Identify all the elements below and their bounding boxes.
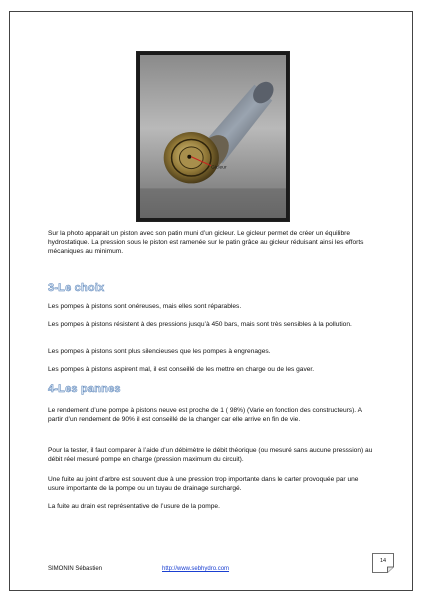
footer-website-link[interactable]: http://www.sebhydro.com [162, 566, 230, 572]
pannes-paragraph-2: Pour la tester, il faut comparer à l’aide d’un débimètre le débit théorique (ou mesuré sans aucune presssion) au débit réel mesuré pompe en charge (pression maximum du circuit). [48, 447, 373, 464]
page-number-badge [372, 553, 394, 573]
piston-photo [140, 55, 286, 218]
pannes-paragraph-1: Le rendement d’une pompe à pistons neuve est proche de 1 ( 98%) (Varie en fonction des constructeurs). A partir d’un rendement de 90% il est conseillé de la changer car elle arrive en fin de vie. [48, 407, 362, 424]
pannes-paragraph-3: Une fuite au joint d’arbre est souvent due à une pression trop importante dans le carter provoquée par une usure importante de la pompe ou un tuyau de drainage surchargé. [48, 476, 359, 493]
page-number: 14 [379, 558, 387, 564]
choix-paragraph-2: Les pompes à pistons résistent à des pressions jusqu’à 450 bars, mais sont très sensibles à la pollution. [48, 321, 352, 328]
gicleur-label: Gicleur [211, 165, 227, 171]
piston-photo-frame [136, 51, 290, 222]
footer-author: SIMONIN Sébastien [48, 566, 103, 572]
pannes-paragraph-4: La fuite au drain est représentative de l’usure de la pompe. [48, 503, 220, 510]
choix-paragraph-3: Les pompes à pistons sont plus silencieuses que les pompes à engrenages. [48, 348, 271, 355]
section-3-heading: 3-Le choix [48, 282, 105, 294]
section-4-heading: 4-Les pannes [48, 383, 121, 395]
intro-paragraph: Sur la photo apparait un piston avec son patin muni d’un gicleur. Le gicleur permet de créer un équilibre hydrostatique. La pression sous le piston est ramenée sur le patin grâce au gicleur réduisant ainsi les efforts mécaniques au minimum. [48, 230, 364, 256]
choix-paragraph-4: Les pompes à pistons aspirent mal, il est conseillé de les mettre en charge ou de les gaver. [48, 366, 315, 373]
choix-paragraph-1: Les pompes à pistons sont onéreuses, mais elles sont réparables. [48, 303, 242, 310]
